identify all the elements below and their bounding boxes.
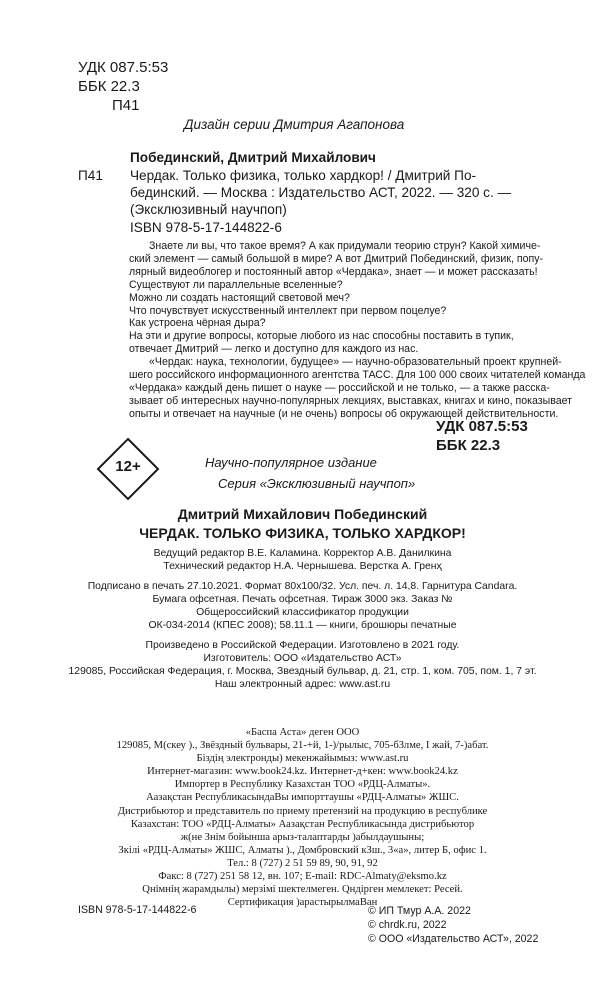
bbk-code-right: ББК 22.3: [436, 437, 501, 454]
kz-line: ж(не Знім бойынша арыз-талаптарды )абылдаушыны;: [180, 831, 425, 843]
annotation-line: Что почувствует искусственный интеллект при первом поцелуе?: [129, 304, 447, 317]
imprint-line: Изготовитель: ООО «Издательство АСТ»: [203, 653, 402, 664]
imprint-line: Наш электронный адрес: www.ast.ru: [214, 679, 391, 690]
age-rating-label: 12+: [115, 458, 141, 475]
imprint-line: Общероссийский классификатор продукции: [196, 607, 409, 618]
imprint-line: Технический редактор Н.А. Чернышева. Верстка А. Гренҳ: [163, 561, 442, 572]
annotation-line: Знаете ли вы, что такое время? А как придумали теорию струн? Какой химиче-: [149, 240, 541, 252]
annotation-line: отвечает Дмитрий — легко и доступно для каждого из нас.: [129, 343, 419, 356]
biblio-line-2: бединский. — Москва : Издательство АСТ, 2022. — 320 с. —: [130, 185, 512, 200]
imprint-spacer: [0, 573, 605, 580]
annotation-line: «Чердака» каждый день пишет о науке — российской и не только, — а также расска-: [129, 381, 550, 394]
biblio-isbn: ISBN 978-5-17-144822-6: [130, 220, 282, 235]
copyright-line: © ИП Тмур А.А. 2022: [368, 905, 471, 917]
annotation-line: лярный видеоблогер и постоянный автор «Чердака», знает — и может рассказать!: [129, 265, 538, 278]
annotation-line: Как устроена чёрная дыра?: [129, 317, 266, 330]
series-design-credit: Дизайн серии Дмитрия Агапонова: [184, 117, 405, 132]
kz-line: Qнімнің жарамдылы) мерзімі шектелмеген. Qндірген мемлекет: Ресей.: [142, 884, 463, 896]
author-name: Дмитрий Михайлович Побединский: [177, 506, 428, 522]
biblio-code: П41: [78, 168, 103, 183]
imprint-line: Бумага офсетная. Печать офсетная. Тираж 3000 экз. Заказ №: [152, 594, 453, 605]
kz-line: Дистрибьютор и представитель по приему претензий на продукцию в республике: [117, 805, 488, 817]
biblio-line-1: Чердак. Только физика, только хардкор! / Дмитрий По-: [130, 168, 477, 183]
kz-line: Сертификация )арастырылмаВан: [227, 897, 378, 909]
annotation-line: зывает об интересных научно-популярных лекциях, выставках, книгах и кино, показывает: [129, 394, 573, 407]
age-rating-badge: [96, 437, 160, 501]
copyright-block: [368, 904, 538, 946]
biblio-line-3: (Эксклюзивный научпоп): [130, 202, 287, 217]
kz-line: Казахстан: ТОО «РДЦ-Алматы» Аазақстан Республикасында дистрибьютор: [130, 818, 475, 830]
annotation: [129, 240, 585, 421]
udk-code: УДК 087.5:53: [78, 59, 169, 76]
annotation-line: На эти и другие вопросы, которые любого из нас способны поставить в тупик,: [129, 330, 514, 343]
kz-line: 129085, М(скеу )., Звёздный бульвары, 21-+й, 1-)/рылыс, 705-бЗлме, I жай, 7-)абат.: [116, 740, 489, 752]
annotation-line: опыты и отвечает на научные (и не очень) вопросы об окружающей действительности.: [129, 407, 559, 420]
kz-line: «Баспа Аста» деген ООО: [245, 727, 360, 738]
copyright-line: © ООО «Издательство АСТ», 2022: [368, 933, 539, 945]
udk-code-right: УДК 087.5:53: [436, 418, 528, 435]
imprint-line: 129085, Российская Федерация, г. Москва, Звездный бульвар, д. 21, стр. 1, ком. 705, пом. 1, 7 эт.: [68, 666, 537, 677]
series-name: Серия «Эксклюзивный научпоп»: [218, 476, 416, 491]
copyright-line: © chrdk.ru, 2022: [368, 919, 447, 931]
imprint-line: ОК-034-2014 (КПЕС 2008); 58.11.1 — книги, брошюры печатные: [148, 620, 457, 631]
edition-type: Научно-популярное издание: [205, 455, 377, 470]
imprint-spacer: [0, 632, 605, 639]
author-heading: Побединский, Дмитрий Михайлович: [130, 150, 376, 165]
annotation-line: Существуют ли параллельные вселенные?: [129, 278, 343, 291]
kz-line: Тел.: 8 (727) 2 51 59 89, 90, 91, 92: [227, 857, 378, 869]
imprint-line: Ведущий редактор В.Е. Каламина. Корректор А.В. Данилкина: [153, 548, 452, 559]
kz-line: Импортер в Республику Казахстан ТОО «РДЦ-Алматы».: [174, 779, 431, 791]
imprint-line: Подписано в печать 27.10.2021. Формат 80x100/32. Усл. печ. л. 14,8. Гарнитура Candara.: [87, 581, 518, 592]
kz-line: Факс: 8 (727) 251 58 12, вн. 107; E-mail: RDC-Almaty@eksmo.kz: [158, 871, 447, 883]
imprint-block: [0, 547, 605, 691]
footer-isbn: ISBN 978-5-17-144822-6: [78, 904, 197, 916]
author-sign-code: П41: [112, 97, 140, 114]
kz-line: Біздің электронды) мекенжайымыз: www.ast.ru: [196, 753, 409, 765]
bbk-code: ББК 22.3: [78, 78, 140, 95]
annotation-line: шего российского информационного агентства ТАСС. Для 100 000 своих читателей команда: [129, 369, 586, 382]
kz-line: Аазақстан РеспубликасындаВы импорттаушы «РДЦ-Алматы» ЖШС.: [146, 792, 459, 804]
kz-block: [0, 726, 605, 909]
annotation-line: Можно ли создать настоящий световой меч?: [129, 291, 350, 304]
book-title: ЧЕРДАК. ТОЛЬКО ФИЗИКА, ТОЛЬКО ХАРДКОР!: [139, 525, 466, 541]
annotation-line: «Чердак: наука, технологии, будущее» — научно-образовательный проект крупней-: [149, 356, 562, 369]
imprint-line: Произведено в Российской Федерации. Изготовлено в 2021 году.: [145, 640, 460, 651]
annotation-line: ский элемент — самый большой в мире? А вот Дмитрий Побединский, физик, попу-: [129, 252, 544, 265]
kz-line: Интернет-магазин: www.book24.kz. Интернет-д+кен: www.book24.kz: [147, 766, 458, 778]
kz-line: Зкілі «РДЦ-Алматы» ЖШС, Алматы )., Домбровский кЗш., 3«а», литер Б, офис 1.: [118, 844, 487, 856]
